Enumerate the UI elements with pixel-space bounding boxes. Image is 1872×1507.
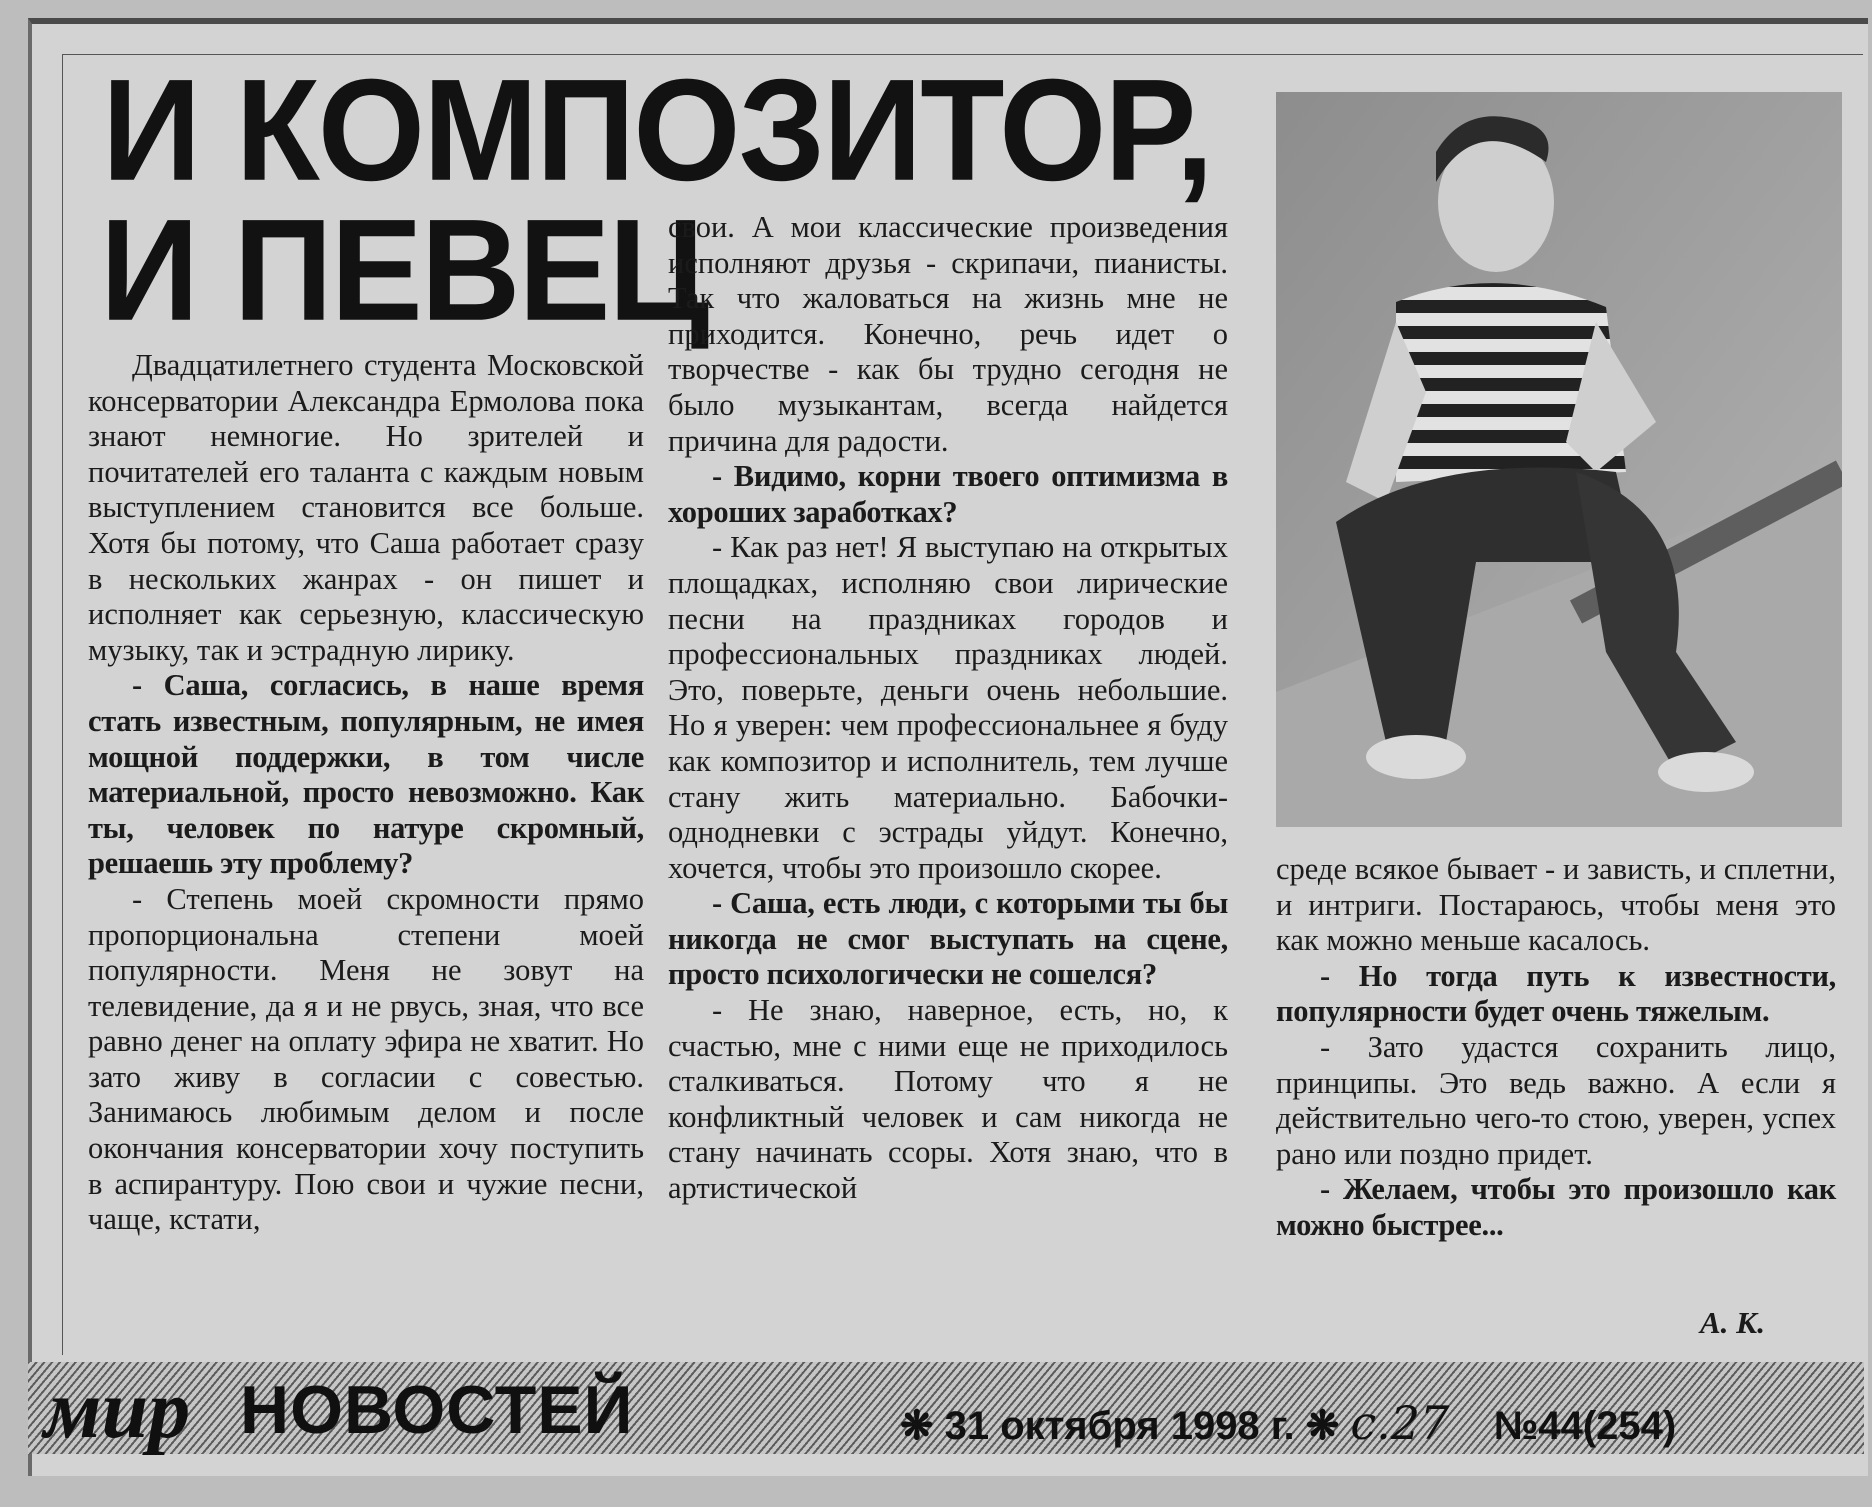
interview-question: - Но тогда путь к известности, популярности будет очень тяжелым. [1276, 958, 1836, 1029]
footer-logo-mir: мир [44, 1363, 191, 1456]
author-signature: А. К. [1700, 1305, 1765, 1340]
person-sitting-photo [1276, 92, 1842, 827]
headline-line-1: И КОМПОЗИТОР, [102, 49, 1212, 212]
interview-question: - Желаем, чтобы это произошло как можно быстрее... [1276, 1172, 1836, 1242]
interview-question: - Саша, есть люди, с которыми ты бы никогда не смог выступать на сцене, просто психологически не сошелся? [668, 886, 1228, 992]
article-paragraph: среде всякое бывает - и зависть, и сплетни, и интриги. Постараюсь, чтобы меня это как можно меньше касалось. [1276, 852, 1836, 958]
interview-question: - Саша, согласись, в наше время стать известным, популярным, не имея мощной поддержки, в том числе материальной, просто невозможно. Как ты, человек по натуре скромный, решаешь эту проблему? [88, 668, 644, 881]
bullet-icon: ❋ [1305, 1404, 1340, 1448]
headline-line-2: И ПЕВЕЦ [100, 189, 708, 352]
footer-logo-novostei: НОВОСТЕЙ [240, 1372, 634, 1448]
interview-question: - Видимо, корни твоего оптимизма в хороших заработках? [668, 459, 1228, 529]
footer-dateline [900, 1396, 1677, 1450]
photo-illustration [1276, 92, 1842, 827]
bullet-icon: ❋ [900, 1404, 945, 1448]
article-paragraph: - Зато удастся сохранить лицо, принципы. Это ведь важно. А если я действительно чего-то стою, уверен, успех рано или поздно придет. [1276, 1029, 1836, 1171]
article-paragraph: Двадцатилетнего студента Московской консерватории Александра Ермолова пока знают немногие. Но зрителей и почитателей его таланта с каждым новым выступлением становится все больше. Хотя бы потому, что Саша работает сразу в нескольких жанрах - он пишет и исполняет как серьезную, классическую музыку, так и эстрадную лирику. [88, 348, 644, 667]
issue-date: 31 октября 1998 г. [944, 1404, 1295, 1448]
article-column-3 [1276, 852, 1836, 1244]
article-column-2 [668, 210, 1228, 1207]
issue-number: №44(254) [1493, 1404, 1677, 1448]
article-column-1 [88, 348, 644, 1238]
handwritten-page-note: с.27 [1350, 1396, 1450, 1450]
article-paragraph: свои. А мои классические произведения исполняют друзья - скрипачи, пианисты. Так что жаловаться на жизнь мне не приходится. Конечно, речь идет о творчестве - как бы трудно сегодня не было музыкантам, всегда найдется причина для радости. [668, 210, 1228, 458]
article-paragraph: - Не знаю, наверное, есть, но, к счастью, мне с ними еще не приходилось сталкиваться. Потому что я не конфликтный человек и сам никогда не стану начинать ссоры. Хотя знаю, что в артистической [668, 993, 1228, 1206]
article-paragraph: - Степень моей скромности прямо пропорциональна степени моей популярности. Меня не зовут на телевидение, да я и не рвусь, зная, что все равно денег на оплату эфира не хватит. Но зато живу в согласии с совестью. Занимаюсь любимым делом и после окончания консерватории хочу поступить в аспирантуру. Пою свои и чужие песни, чаще, кстати, [88, 881, 644, 1237]
article-paragraph: - Как раз нет! Я выступаю на открытых площадках, исполняю свои лирические песни на праздниках городов и профессиональных праздниках людей. Это, поверьте, деньги очень небольшие. Но я уверен: чем профессиональнее я буду как композитор и исполнитель, тем лучше стану жить материально. Бабочки-однодневки с эстрады уйдут. Конечно, хочется, чтобы это произошло скорее. [668, 530, 1228, 885]
